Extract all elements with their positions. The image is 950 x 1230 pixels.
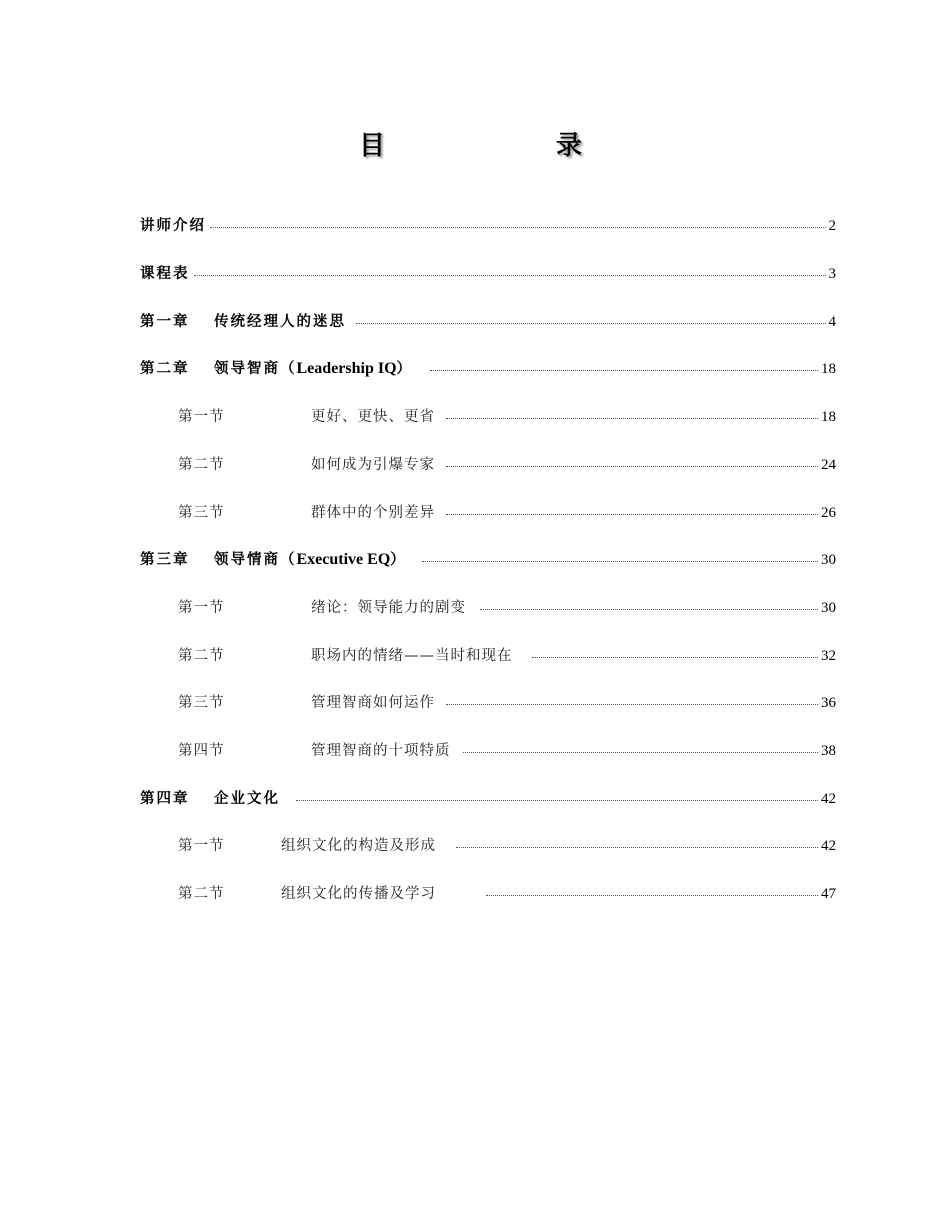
toc-page-number: 2 [827,215,837,237]
toc-entry[interactable] [0,740,950,762]
toc-page-number: 3 [827,263,837,285]
dot-leader [210,227,826,228]
toc-page-number: 24 [819,454,836,476]
toc-page-number: 4 [827,311,837,333]
toc-section-number: 第一节 [178,597,227,619]
toc-section-number: 第二节 [178,883,227,905]
toc-entry-title: 讲师介绍 [140,215,208,237]
toc-section-number: 第三节 [178,692,227,714]
toc-section-number: 第三节 [178,502,227,524]
toc-section-number: 第四节 [178,740,227,762]
toc-entry-title: 如何成为引爆专家 [311,454,437,476]
toc-section-number: 第二节 [178,645,227,667]
toc-page-number: 30 [819,549,836,571]
dot-leader [480,609,818,610]
toc-entry-title: 领导情商（Executive EQ） [214,549,409,571]
toc-entry-title: 领导智商（Leadership IQ） [214,358,415,380]
toc-entry[interactable] [0,311,950,333]
toc-entry-title: 管理智商的十项特质 [311,740,453,762]
toc-page-number: 38 [819,740,836,762]
toc-page-number: 30 [819,597,836,619]
toc-page-number: 47 [819,883,836,905]
dot-leader [356,323,826,324]
toc-section-number: 第一节 [178,406,227,428]
toc-entry[interactable] [0,454,950,476]
toc-page-number: 42 [819,835,836,857]
dot-leader [463,752,818,753]
toc-entry[interactable] [0,692,950,714]
toc-section-number: 第二节 [178,454,227,476]
toc-entry[interactable] [0,406,950,428]
page-title [0,128,950,168]
toc-entry[interactable] [0,215,950,237]
toc-page-number: 32 [819,645,836,667]
toc-entry-title: 更好、更快、更省 [311,406,437,428]
toc-page-number: 18 [819,358,836,380]
toc-chapter-number: 第四章 [140,788,192,810]
toc-page-number: 42 [819,788,836,810]
dot-leader [486,895,818,896]
toc-section-number: 第一节 [178,835,227,857]
dot-leader [456,847,818,848]
toc-entry-title: 绪论：领导能力的剧变 [311,597,468,619]
toc-entry[interactable] [0,502,950,524]
dot-leader [296,800,818,801]
dot-leader [422,561,818,562]
toc-entry-title: 群体中的个别差异 [311,502,437,524]
toc-entry-title: 企业文化 [214,788,282,810]
toc-entry-title: 传统经理人的迷思 [214,311,348,333]
dot-leader [194,275,826,276]
toc-page-number: 36 [819,692,836,714]
dot-leader [430,370,818,371]
toc-page-number: 18 [819,406,836,428]
toc-entry[interactable] [0,597,950,619]
dot-leader [532,657,818,658]
toc-entry-title: 课程表 [140,263,192,285]
dot-leader [446,514,818,515]
toc-page-number: 26 [819,502,836,524]
toc-entry[interactable] [0,645,950,667]
toc-entry[interactable] [0,835,950,857]
toc-entry-title: 组织文化的传播及学习 [281,883,438,905]
toc-entry[interactable] [0,549,950,571]
toc-entry[interactable] [0,788,950,810]
toc-chapter-number: 第三章 [140,549,192,571]
toc-entry-title: 组织文化的构造及形成 [281,835,438,857]
title-char-1: 目 [359,131,386,161]
title-char-2: 录 [556,131,583,161]
dot-leader [446,466,818,467]
toc-entry[interactable] [0,358,950,380]
toc-entry[interactable] [0,883,950,905]
toc-entry-title: 管理智商如何运作 [311,692,437,714]
toc-chapter-number: 第二章 [140,358,192,380]
toc-entry-title: 职场内的情绪——当时和现在 [311,645,515,667]
dot-leader [446,418,818,419]
toc-chapter-number: 第一章 [140,311,192,333]
toc-entry[interactable] [0,263,950,285]
dot-leader [446,704,818,705]
